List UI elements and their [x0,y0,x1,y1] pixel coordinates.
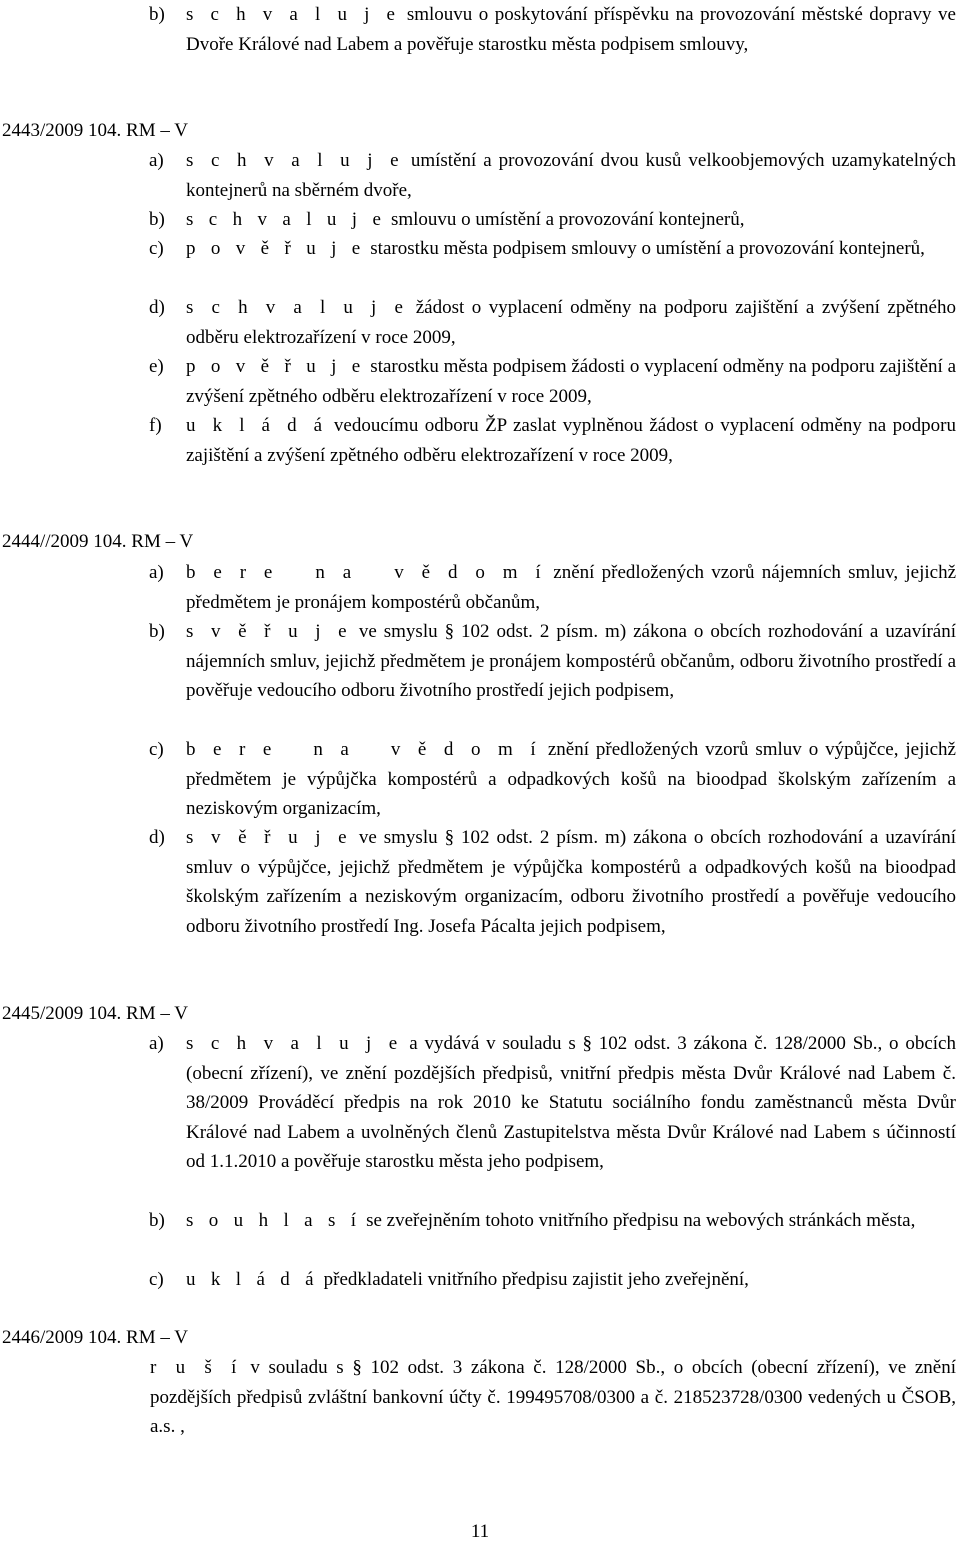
item-keyword: s c h v a l u j e [186,1033,403,1054]
item-keyword: u k l á d á [186,415,328,436]
item-keyword: b e r e n a v ě d o m í [186,739,541,760]
item-body [186,411,956,470]
page-number: 11 [470,1521,490,1542]
item-label: a) [149,150,164,171]
item-keyword: u k l á d á [186,1269,319,1290]
item-text: umístění a provozování dvou kusů velkoobjemových uzamykatelných kontejnerů na sběrném dvoře, [186,150,956,201]
item-label: c) [149,739,164,760]
item-body [186,735,956,824]
item-keyword: s o u h l a s í [186,1210,362,1231]
item-body [186,0,956,59]
item-body [186,1265,956,1295]
item-keyword: r u š í [150,1357,242,1378]
item-body [186,823,956,941]
item-text: starostku města podpisem žádosti o vyplacení odměny na podporu zajištění a zvýšení zpětného odběru elektrozařízení v roce 2009, [186,356,957,407]
item-body [186,558,956,617]
item-body [186,1206,956,1236]
item-label: d) [149,297,165,318]
item-keyword: p o v ě ř u j e [186,238,366,259]
item-body [186,352,956,411]
item-text: a vydává v souladu s § 102 odst. 3 zákona č. 128/2000 Sb., o obcích (obecní zřízení), ve znění pozdějších předpisů, vnitřní předpis města Dvůr Králové nad Labem č. 38/2009 Prováděcí předpis na rok 2010 ke Statutu sociálního fondu zaměstnanců města Dvůr Králové nad Labem a uvolněných členů Zastupitelstva města Dvůr Králové nad Labem s účinností od 1.1.2010 a pověřuje starostku města jeho podpisem, [186,1033,956,1172]
item-text: se zveřejněním tohoto vnitřního předpisu na webových stránkách města, [366,1210,916,1231]
item-keyword: s c h v a l u j e [186,150,404,171]
item-text: smlouvu o poskytování příspěvku na provozování městské dopravy ve Dvoře Králové nad Labem a pověřuje starostku města podpisem smlouvy, [186,4,956,55]
item-label: a) [149,562,164,583]
item-text: starostku města podpisem smlouvy o umístění a provozování kontejnerů, [370,238,925,259]
item-label: f) [149,415,162,436]
item-keyword: s c h v a l u j e [186,4,401,25]
item-keyword: s c h v a l u j e [186,297,409,318]
item-text: ve smyslu § 102 odst. 2 písm. m) zákona o obcích rozhodování a uzavírání smluv o výpůjčce, jejichž předmětem je výpůjčka kompostérů a odpadkových košů na bioodpad školským zařízením a neziskovým organizacím, odboru životního prostředí a pověřuje vedoucího odboru životního prostředí Ing. Josefa Pácalta jejich podpisem, [186,827,957,937]
item-label: b) [149,621,165,642]
item-body [150,1353,956,1442]
resolution-heading: 2443/2009 104. RM – V [2,120,188,141]
item-text: v souladu s § 102 odst. 3 zákona č. 128/2000 Sb., o obcích (obecní zřízení), ve znění pozdějších předpisů zvláštní bankovní účty č. 199495708/0300 a č. 218523728/0300 vedených u ČSOB, a.s. , [150,1357,956,1437]
item-keyword: b e r e n a v ě d o m í [186,562,547,583]
item-body [186,234,956,264]
resolution-heading: 2445/2009 104. RM – V [2,1003,188,1024]
item-label: b) [149,4,165,25]
item-label: c) [149,238,164,259]
item-label: e) [149,356,164,377]
item-body [186,1029,956,1177]
item-text: předkladateli vnitřního předpisu zajistit jeho zveřejnění, [323,1269,749,1290]
item-text: znění předložených vzorů smluv o výpůjčce, jejichž předmětem je výpůjčka kompostérů a odpadkových košů na bioodpad školským zařízením a neziskovým organizacím, [186,739,956,819]
resolution-heading: 2446/2009 104. RM – V [2,1327,188,1348]
item-text: ve smyslu § 102 odst. 2 písm. m) zákona o obcích rozhodování a uzavírání nájemních smluv, jejichž předmětem je pronájem kompostérů občanům, odboru životního prostředí a pověřuje vedoucího odboru životního prostředí jejich podpisem, [186,621,957,701]
item-label: b) [149,209,165,230]
item-label: a) [149,1033,164,1054]
item-text: vedoucímu odboru ŽP zaslat vyplněnou žádost o vyplacení odměny na podporu zajištění a zvýšení zpětného odběru elektrozařízení v roce 2009, [186,415,956,466]
item-keyword: s c h v a l u j e [186,209,387,230]
item-body [186,617,956,706]
item-body [186,205,956,235]
item-text: smlouvu o umístění a provozování kontejnerů, [390,209,745,230]
item-body [186,293,956,352]
item-label: d) [149,827,165,848]
item-label: c) [149,1269,164,1290]
item-text: znění předložených vzorů nájemních smluv, jejichž předmětem je pronájem kompostérů občanům, [186,562,956,613]
resolution-heading: 2444//2009 104. RM – V [2,531,194,552]
item-keyword: p o v ě ř u j e [186,356,366,377]
item-keyword: s v ě ř u j e [186,621,352,642]
item-label: b) [149,1210,165,1231]
item-keyword: s v ě ř u j e [186,827,352,848]
item-body [186,146,956,205]
item-text: žádost o vyplacení odměny na podporu zajištění a zvýšení zpětného odběru elektrozařízení v roce 2009, [186,297,956,348]
